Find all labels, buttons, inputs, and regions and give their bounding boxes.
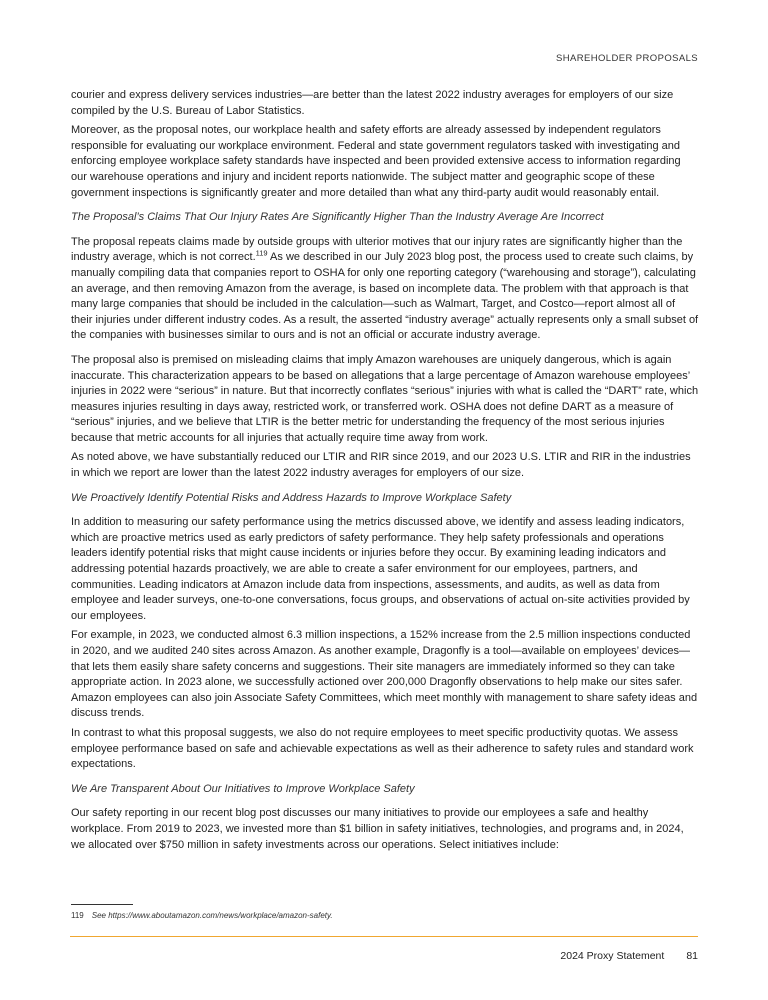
paragraph-safety-investments: Our safety reporting in our recent blog post discusses our many initiatives to provide our employees a safe and healthy workplace. From 2019 to 2023, we invested more than $1 billion in safety initiatives, technologies, and programs and, in 2024, we allocated over $750 million in safety investments across our operations. Select initiatives include: xyxy=(71,807,684,851)
footnote-link[interactable]: https://www.aboutamazon.com/news/workplace/amazon-safety xyxy=(108,911,331,920)
footnote-number: 119 xyxy=(71,911,84,920)
footnote-divider xyxy=(71,904,133,905)
paragraph-regulators: Moreover, as the proposal notes, our workplace health and safety efforts are already assessed by independent regulators responsible for evaluating our workplace environment. Federal and state government regulators tasked with investigating and enforcing employee workplace safety standards have inspected and been provided extensive access to information regarding our warehouse operations and injury and incident reports nationwide. The subject matter and geographic scope of these government inspections is significantly greater and more detailed than what any third-party audit would reasonably entail. xyxy=(71,124,681,199)
footnote-suffix: . xyxy=(330,911,333,920)
paragraph-injury-rates xyxy=(71,235,699,344)
main-content xyxy=(71,88,699,862)
footnote xyxy=(71,911,333,920)
subheading-transparency: We Are Transparent About Our Initiatives to Improve Workplace Safety xyxy=(71,782,415,795)
page-number: 81 xyxy=(686,950,698,962)
footnote-reference: 119 xyxy=(255,248,268,258)
subheading-proactive-risks: We Proactively Identify Potential Risks and Address Hazards to Improve Workplace Safety xyxy=(71,491,512,504)
page-footer xyxy=(560,950,698,962)
paragraph-inspections: For example, in 2023, we conducted almost 6.3 million inspections, a 152% increase from the 2.5 million inspections conducted in 2020, and we audited 240 sites across Amazon. As another example, Dragonfly is a tool—available on employees’ devices—that lets them easily share safety concerns and suggestions. Their site managers are immediately informed so they can take appropriate action. In 2023 alone, we successfully actioned over 200,000 Dragonfly observations to help make our sites safer. Amazon employees can also join Associate Safety Committees, which meet monthly with management to share safety ideas and discuss trends. xyxy=(71,629,698,720)
paragraph-leading-indicators: In addition to measuring our safety performance using the metrics discussed above, we identify and assess leading indicators, which are proactive metrics used as early predictors of safety performance. They help safety professionals and operations leaders identify potential risks that might cause incidents or injuries before they occur. By examining leading indicators and addressing potential hazards proactively, we are able to create a safer environment for our employees, partners, and communities. Leading indicators at Amazon include data from inspections, assessments, and audits, as well as data from employee and leader surveys, one-to-one conversations, focus groups, and observations of actual on-site activities provided by our employees. xyxy=(71,516,690,622)
subheading-injury-rates: The Proposal’s Claims That Our Injury Rates Are Significantly Higher Than the Industry Average Are Incorrect xyxy=(71,211,604,224)
paragraph-misleading-claims: The proposal also is premised on misleading claims that imply Amazon warehouses are uniquely dangerous, which is again inaccurate. This characterization appears to be based on allegations that a large percentage of Amazon warehouse employees’ injuries in 2022 were “serious” in nature. But that incorrectly conflates “serious” injuries with what is called the “DART” rate, which measures injuries resulting in days away, restricted work, or transferred work. OSHA does not define DART as a measure of “serious” injuries, and we believe that LTIR is the better metric for understanding the frequency of the most serious injuries because that metric accounts for all injuries that actually require time away from work. xyxy=(71,353,699,444)
section-header: SHAREHOLDER PROPOSALS xyxy=(556,53,698,64)
paragraph-injury-rates-part1: The proposal repeats claims made by outside groups with ulterior motives that our injury rates are significantly higher than the industry average, which is not correct. xyxy=(71,235,683,264)
paragraph-productivity-quotas: In contrast to what this proposal suggests, we also do not require employees to meet specific productivity quotas. We assess employee performance based on safe and achievable expectations as well as their adherence to safety rules and standard work expectations. xyxy=(71,726,694,771)
footer-divider xyxy=(70,936,698,937)
paragraph-ltir-rir: As noted above, we have substantially reduced our LTIR and RIR since 2019, and our 2023 U.S. LTIR and RIR in the industries in which we report are lower than the latest 2022 industry averages for employers of our size. xyxy=(71,451,691,480)
paragraph-injury-rates-part2: As we described in our July 2023 blog post, the process used to create such claims, by manually compiling data that companies report to OSHA for only one reporting category (“warehousing and storage”), calculating an average, and then removing Amazon from the average, is based on incomplete data. The problem with that approach is that many large companies that should be included in the calculation—such as Walmart, Target, and Costco—report almost all of their injuries under different industry codes. As a result, the asserted “industry average” actually represents only a small subset of the companies with businesses similar to ours and is not an official or accurate industry average. xyxy=(71,251,699,342)
paragraph-continuation: courier and express delivery services industries—are better than the latest 2022 industry averages for employers of our size compiled by the U.S. Bureau of Labor Statistics. xyxy=(71,89,674,117)
footnote-prefix: See xyxy=(91,911,109,920)
document-title: 2024 Proxy Statement xyxy=(560,950,665,962)
